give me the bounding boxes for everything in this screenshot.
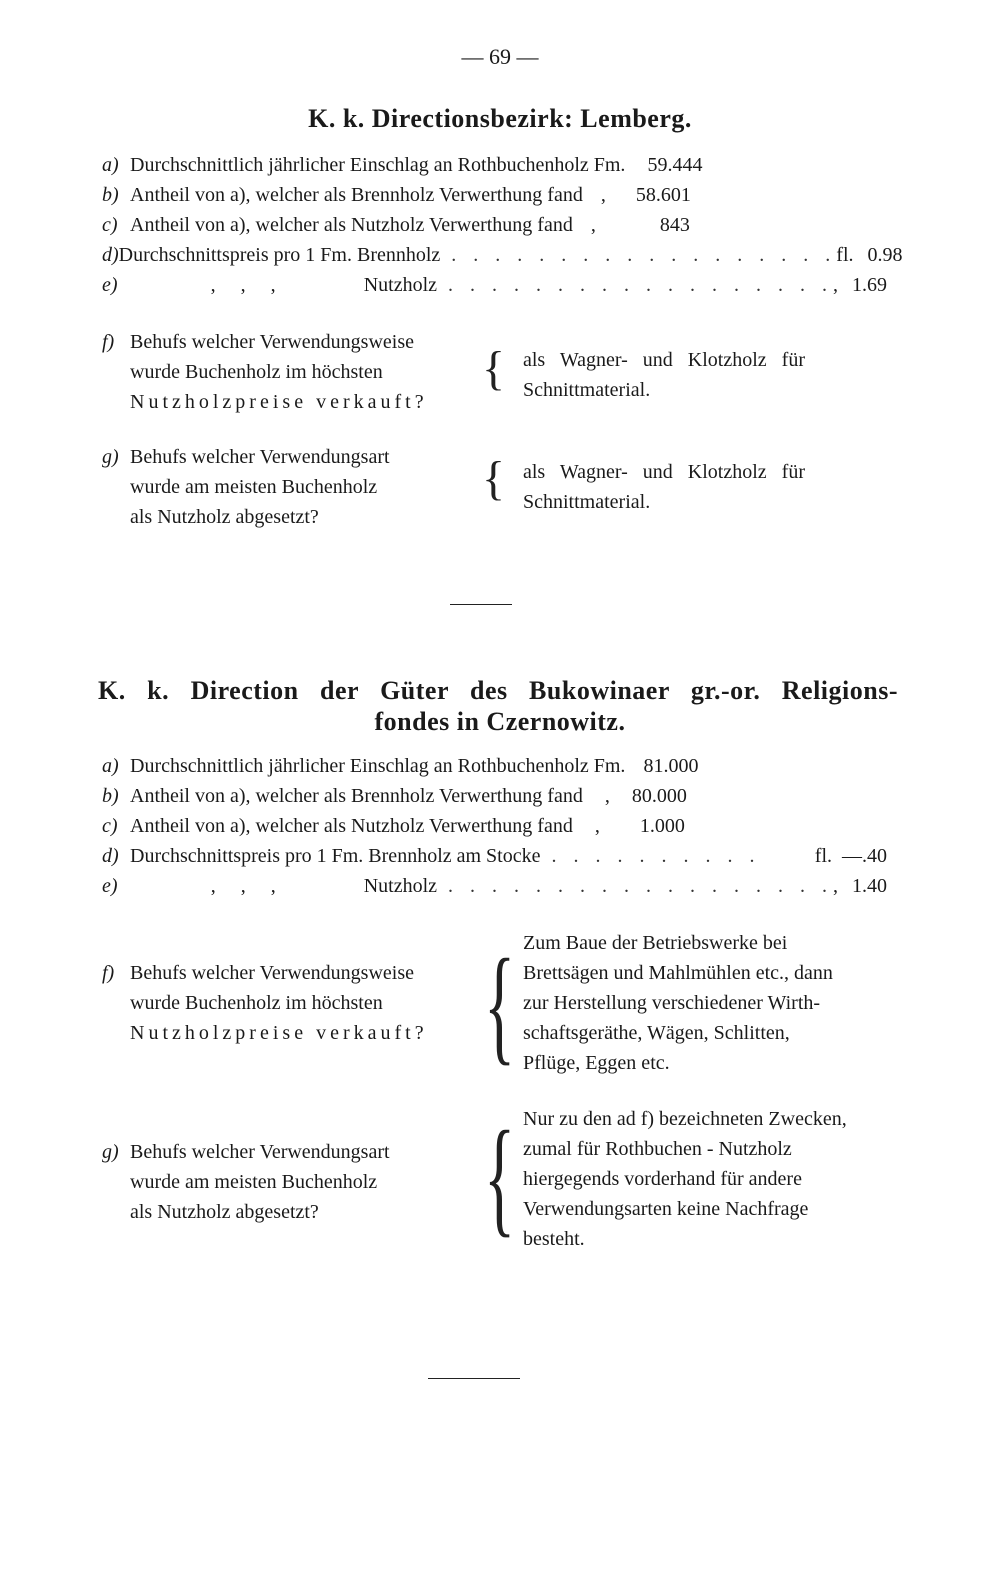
question-line: wurde am meisten Buchenholz (130, 476, 378, 498)
question-line: Behufs welcher Verwendungsweise (130, 962, 414, 984)
row-value: 59.444 (647, 154, 703, 176)
row-letter: d) (102, 244, 119, 266)
question-line: Nutzholzpreise verkauft? (130, 1022, 428, 1044)
answer-line: als Wagner- und Klotzholz für (523, 349, 805, 371)
brace: { (484, 1105, 516, 1249)
answer-line: Brettsägen und Mahlmühlen etc., dann (523, 962, 833, 984)
row-label: Nutzholz (363, 875, 437, 897)
s2-question-f (102, 958, 428, 1048)
row-mark: , (833, 875, 838, 897)
row-mark: , (600, 184, 606, 206)
question-line: Behufs welcher Verwendungsweise (130, 331, 414, 353)
answer-line: zur Herstellung verschiedener Wirth- (523, 992, 821, 1014)
leader-dots: . . . . . . . . . . . . . . . . . . (437, 274, 833, 296)
row-label: Antheil von a), welcher als Brennholz Verwerthung fand (130, 785, 583, 807)
row-label: Antheil von a), welcher als Nutzholz Verwerthung fand (130, 815, 573, 837)
question-line: als Nutzholz abgesetzt? (130, 1201, 319, 1223)
answer-line: schaftsgeräthe, Wägen, Schlitten, (523, 1022, 790, 1044)
question-line: wurde Buchenholz im höchsten (130, 992, 383, 1014)
leader-dots: . . . . . . . . . . . . . . . . . . (440, 244, 837, 266)
question-line: Behufs welcher Verwendungsart (130, 1141, 390, 1163)
divider (428, 1378, 520, 1379)
ditto-marks: , , , (210, 274, 276, 296)
s2-row-a (102, 751, 887, 781)
row-letter: c) (102, 214, 118, 236)
question-letter: g) (102, 446, 119, 468)
s1-answer-g (523, 457, 805, 517)
row-mark: , (604, 785, 610, 807)
ditto-marks: , , , (210, 875, 276, 897)
brace: { (484, 933, 516, 1077)
row-value: 1.69 (852, 274, 887, 296)
s2-answer-g (523, 1104, 847, 1254)
answer-line: Schnittmaterial. (523, 491, 651, 513)
section2-heading: K. k. Direction der Güter des Bukowinaer gr.-or. Religions- (98, 676, 898, 705)
row-letter: a) (102, 755, 119, 777)
row-unit: fl. (814, 845, 832, 867)
row-mark: , (594, 815, 600, 837)
row-letter: a) (102, 154, 119, 176)
s1-question-g (102, 442, 390, 532)
s1-row-c (102, 210, 887, 240)
row-value: 58.601 (635, 184, 691, 206)
row-unit: fl. (836, 244, 854, 266)
row-letter: d) (102, 845, 119, 867)
s1-row-b (102, 180, 887, 210)
answer-line: Pflüge, Eggen etc. (523, 1052, 670, 1074)
question-line: Nutzholzpreise verkauft? (130, 391, 428, 413)
s1-row-e (102, 270, 887, 300)
answer-line: zumal für Rothbuchen - Nutzholz (523, 1138, 792, 1160)
row-value: 843 (659, 214, 690, 236)
answer-line: besteht. (523, 1228, 585, 1250)
row-value: 1.40 (852, 875, 887, 897)
s1-row-d (102, 240, 903, 270)
section2-rows (102, 751, 887, 901)
row-label: Nutzholz (363, 274, 437, 296)
row-label: Antheil von a), welcher als Brennholz Verwerthung fand (130, 184, 583, 206)
row-mark: , (833, 274, 838, 296)
row-mark: , (590, 214, 596, 236)
s1-question-f (102, 327, 428, 417)
answer-line: Nur zu den ad f) bezeichneten Zwecken, (523, 1108, 847, 1130)
question-line: wurde Buchenholz im höchsten (130, 361, 383, 383)
s1-answer-f (523, 345, 805, 405)
row-label: Durchschnittspreis pro 1 Fm. Brennholz am Stocke (130, 845, 541, 867)
question-line: als Nutzholz abgesetzt? (130, 506, 319, 528)
s2-row-b (102, 781, 887, 811)
leader-dots: . . . . . . . . . . (540, 845, 761, 867)
s2-answer-f (523, 928, 833, 1078)
page-number: — 69 — (461, 44, 539, 69)
brace: { (482, 452, 506, 505)
s2-question-g (102, 1137, 390, 1227)
row-value: 81.000 (643, 755, 699, 777)
row-letter: b) (102, 184, 119, 206)
leader-dots: . . . . . . . . . . . . . . . . . . (437, 875, 833, 897)
answer-line: als Wagner- und Klotzholz für (523, 461, 805, 483)
row-letter: b) (102, 785, 119, 807)
row-value: 80.000 (631, 785, 687, 807)
answer-line: Verwendungsarten keine Nachfrage (523, 1198, 809, 1220)
answer-line: hiergegends vorderhand für andere (523, 1168, 802, 1190)
section1-rows (102, 150, 903, 300)
answer-line: Schnittmaterial. (523, 379, 651, 401)
row-label: Antheil von a), welcher als Nutzholz Verwerthung fand (130, 214, 573, 236)
section2-heading-cont: fondes in Czernowitz. (374, 707, 626, 736)
divider (450, 604, 512, 605)
row-letter: e) (102, 274, 118, 296)
question-line: Behufs welcher Verwendungsart (130, 446, 390, 468)
row-value: 1.000 (639, 815, 685, 837)
s2-row-e (102, 871, 887, 901)
row-value: 0.98 (867, 244, 903, 266)
question-letter: f) (102, 962, 115, 984)
s1-row-a (102, 150, 887, 180)
brace: { (482, 342, 506, 395)
question-letter: f) (102, 331, 115, 353)
row-letter: e) (102, 875, 118, 897)
section1-heading: K. k. Directionsbezirk: Lemberg. (308, 104, 692, 133)
s2-row-c (102, 811, 887, 841)
answer-line: Zum Baue der Betriebswerke bei (523, 932, 788, 954)
row-label: Durchschnittspreis pro 1 Fm. Brennholz (118, 244, 441, 266)
question-line: wurde am meisten Buchenholz (130, 1171, 378, 1193)
row-label: Durchschnittlich jährlicher Einschlag an Rothbuchenholz Fm. (130, 755, 626, 777)
row-letter: c) (102, 815, 118, 837)
s2-row-d (102, 841, 887, 871)
row-value: —.40 (842, 845, 887, 867)
question-letter: g) (102, 1141, 119, 1163)
row-label: Durchschnittlich jährlicher Einschlag an Rothbuchenholz Fm. (130, 154, 626, 176)
